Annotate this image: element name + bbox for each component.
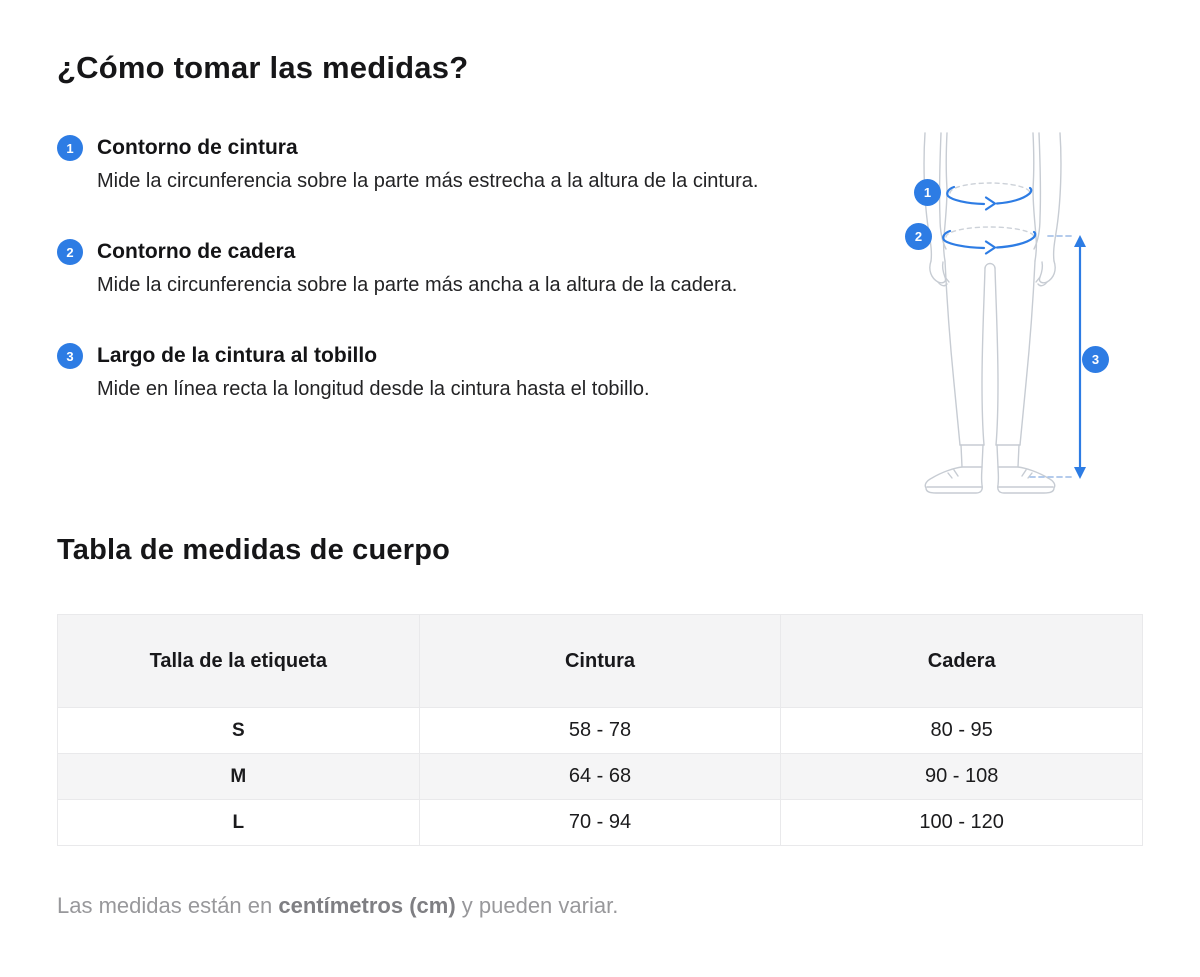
instruction-description: Mide la circunferencia sobre la parte más estrecha a la altura de la cintura. [97,170,759,192]
diagram-badge-2: 2 [905,223,932,250]
waist-range-cell: 58 - 78 [419,708,781,754]
instruction-title: Contorno de cadera [97,240,296,263]
instruction-title: Largo de la cintura al tobillo [97,344,378,367]
hip-range-cell: 100 - 120 [781,800,1143,846]
instruction-title: Contorno de cintura [97,136,298,159]
column-header-size: Talla de la etiqueta [58,615,420,708]
instruction-item-waist [57,134,817,195]
waist-range-cell: 64 - 68 [419,754,781,800]
column-header-waist: Cintura [419,615,781,708]
table-row [58,800,1143,846]
hip-range-cell: 90 - 108 [781,754,1143,800]
step-1-badge: 1 [57,135,83,161]
instruction-description: Mide en línea recta la longitud desde la cintura hasta el tobillo. [97,378,650,400]
size-label-cell: L [58,800,420,846]
diagram-badge-1: 1 [914,179,941,206]
instruction-item-hip [57,238,817,299]
instruction-item-length [57,342,817,403]
size-label-cell: S [58,708,420,754]
measurement-instructions [57,134,817,446]
units-disclaimer [57,893,618,919]
waist-range-cell: 70 - 94 [419,800,781,846]
instruction-description: Mide la circunferencia sobre la parte más ancha a la altura de la cadera. [97,274,738,296]
disclaimer-prefix: Las medidas están en [57,893,279,918]
diagram-badge-3: 3 [1082,346,1109,373]
step-2-badge: 2 [57,239,83,265]
body-measurements-table [57,614,1143,846]
instruction-body [97,238,803,299]
table-row [58,754,1143,800]
size-label-cell: M [58,754,420,800]
step-3-badge: 3 [57,343,83,369]
page-title: ¿Cómo tomar las medidas? [57,50,469,85]
table-header-row [58,615,1143,708]
measurement-diagram [902,131,1112,503]
instruction-body [97,134,803,195]
disclaimer-units: centímetros (cm) [278,893,456,918]
hip-range-cell: 80 - 95 [781,708,1143,754]
size-table-title: Tabla de medidas de cuerpo [57,534,451,566]
disclaimer-suffix: y pueden variar. [455,893,619,918]
instruction-body [97,342,803,403]
table-row [58,708,1143,754]
column-header-hip: Cadera [781,615,1143,708]
